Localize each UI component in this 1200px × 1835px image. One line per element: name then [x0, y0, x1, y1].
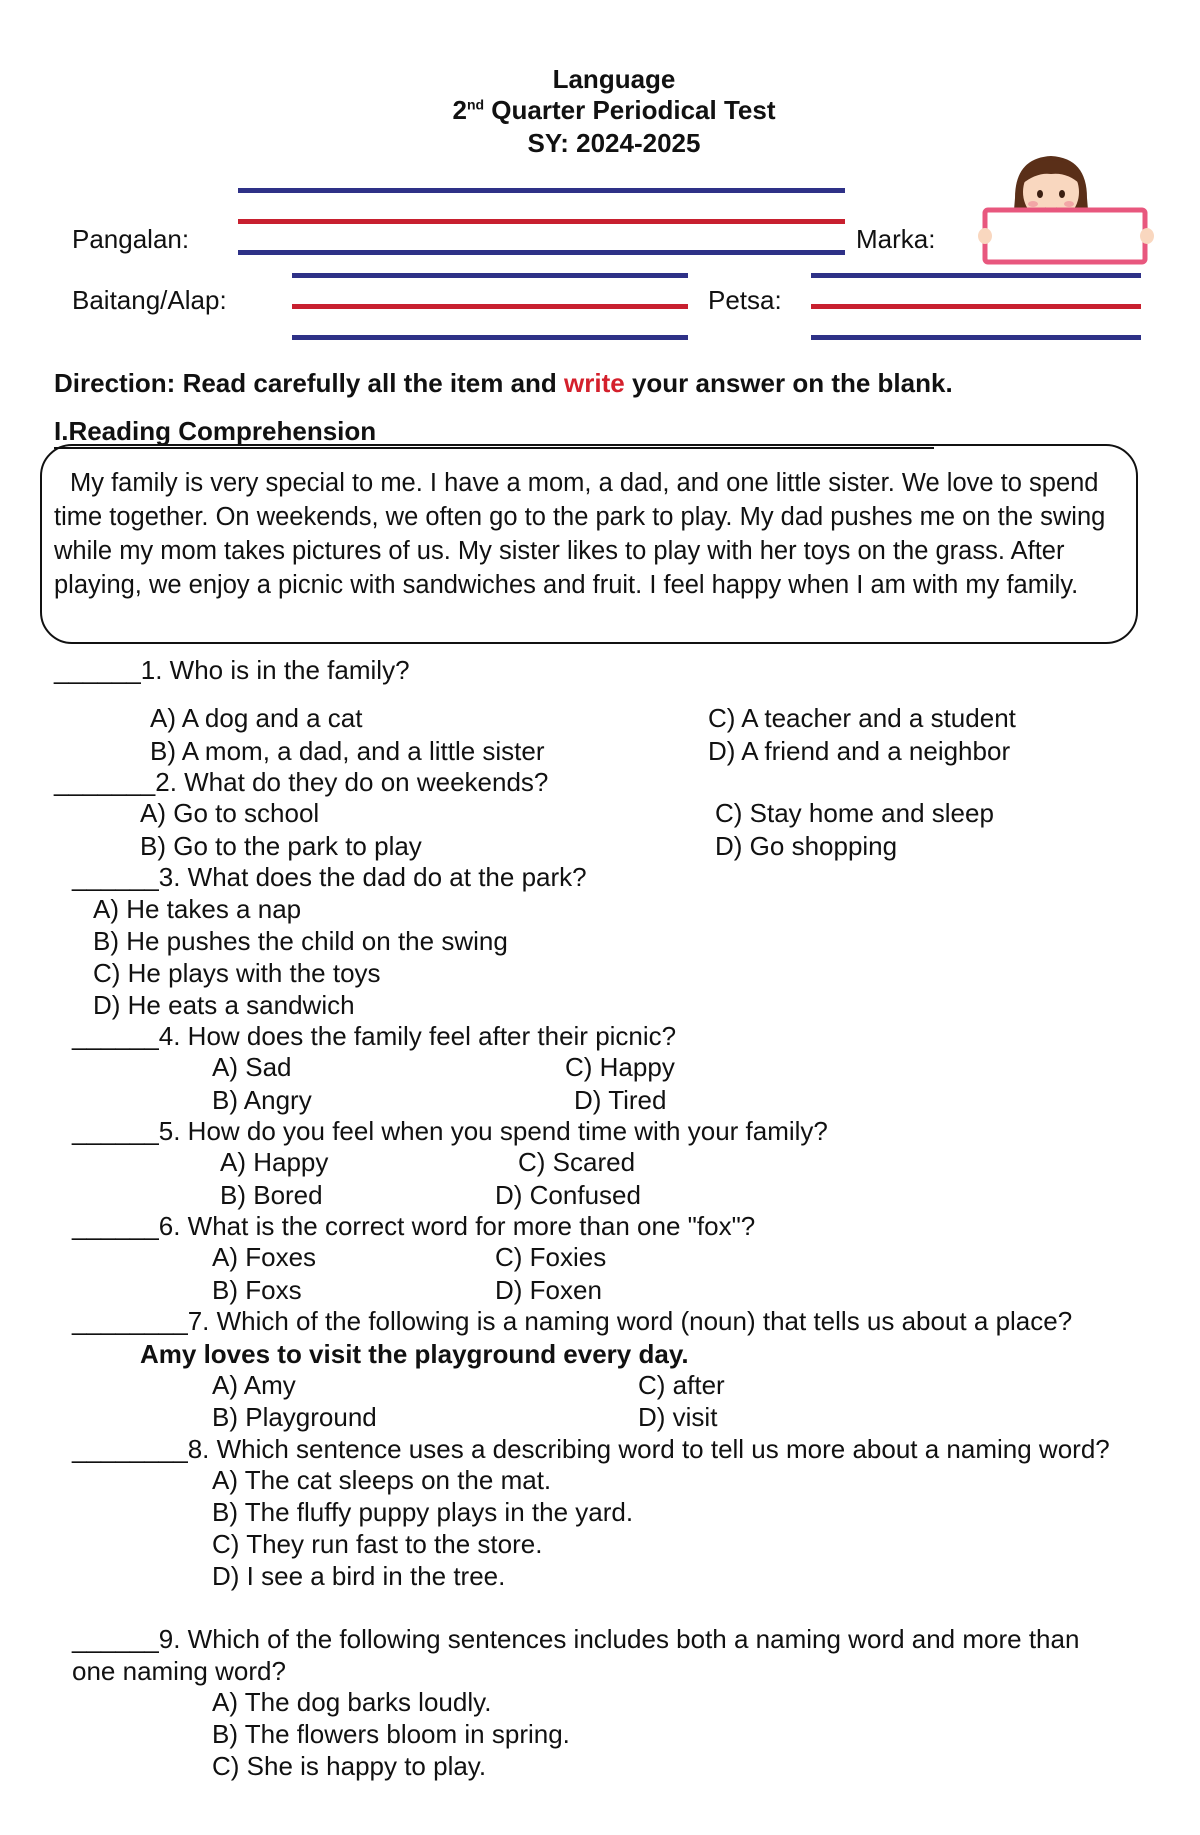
grade-line-middle	[292, 304, 688, 309]
question-3: ______3. What does the dad do at the park?	[72, 862, 587, 892]
girl-holding-sign-icon	[975, 150, 1165, 268]
q6-option-b: B) Foxs	[212, 1275, 302, 1305]
q4-option-c: C) Happy	[565, 1052, 675, 1082]
q2-option-b: B) Go to the park to play	[140, 831, 422, 861]
q4-option-d: D) Tired	[574, 1085, 667, 1115]
q1-option-c: C) A teacher and a student	[708, 703, 1016, 733]
q3-option-b: B) He pushes the child on the swing	[93, 926, 508, 956]
q3-option-d: D) He eats a sandwich	[93, 990, 355, 1020]
grade-line-top	[292, 273, 688, 278]
q2-option-a: A) Go to school	[140, 798, 320, 828]
question-4: ______4. How does the family feel after their picnic?	[72, 1021, 677, 1051]
grade-line-bottom	[292, 335, 688, 340]
date-line-bottom	[811, 335, 1141, 340]
question-2: _______2. What do they do on weekends?	[54, 767, 549, 797]
date-label: Petsa:	[708, 285, 782, 315]
question-1: ______1. Who is in the family?	[54, 655, 410, 685]
question-8: ________8. Which sentence uses a describing word to tell us more about a naming word?	[72, 1434, 1110, 1464]
name-line-top	[238, 188, 845, 193]
q5-option-a: A) Happy	[220, 1147, 329, 1177]
test-subject: Language	[552, 64, 676, 94]
date-line-top	[811, 273, 1141, 278]
q7-option-a: A) Amy	[212, 1370, 296, 1400]
score-label: Marka:	[856, 224, 936, 254]
q9-option-a: A) The dog barks loudly.	[212, 1687, 492, 1717]
q3-option-a: A) He takes a nap	[93, 894, 302, 924]
q1-option-b: B) A mom, a dad, and a little sister	[150, 736, 545, 766]
q2-option-c: C) Stay home and sleep	[715, 798, 994, 828]
q1-option-a: A) A dog and a cat	[150, 703, 363, 733]
name-line-bottom	[238, 250, 845, 255]
q7-option-d: D) visit	[638, 1402, 718, 1432]
question-7: ________7. Which of the following is a naming word (noun) that tells us about a place?	[72, 1306, 1073, 1336]
name-label: Pangalan:	[72, 224, 190, 254]
q2-option-d: D) Go shopping	[715, 831, 898, 861]
grade-label: Baitang/Alap:	[72, 285, 227, 315]
q6-option-c: C) Foxies	[495, 1242, 607, 1272]
q7-option-c: C) after	[638, 1370, 725, 1400]
reading-passage: My family is very special to me. I have a mom, a dad, and one little sister. We love to spend time together. On weekends, we often go to the park to play. My dad pushes me on the swing while my mom takes pictures of us. My sister likes to play with her toys on the grass. After playing, we enjoy a picnic with sandwiches and fruit. I feel happy when I am with my family.	[54, 469, 1106, 599]
q6-option-a: A) Foxes	[212, 1242, 317, 1272]
q8-option-d: D) I see a bird in the tree.	[212, 1561, 506, 1591]
question-9: ______9. Which of the following sentences includes both a naming word and more than	[72, 1624, 1080, 1654]
q4-option-b: B) Angry	[212, 1085, 312, 1115]
date-line-middle	[811, 304, 1141, 309]
q1-option-d: D) A friend and a neighbor	[708, 736, 1011, 766]
question-9-continued: one naming word?	[72, 1656, 286, 1686]
q7-option-b: B) Playground	[212, 1402, 377, 1432]
school-year: SY: 2024-2025	[527, 128, 701, 158]
q7-sentence: Amy loves to visit the playground every day.	[140, 1339, 689, 1369]
name-line-middle	[238, 219, 845, 224]
q4-option-a: A) Sad	[212, 1052, 292, 1082]
section-title: I.Reading Comprehension	[54, 416, 377, 446]
q8-option-b: B) The fluffy puppy plays in the yard.	[212, 1497, 634, 1527]
direction-text: Direction: Read carefully all the item and write your answer on the blank.	[54, 368, 953, 398]
q3-option-c: C) He plays with the toys	[93, 958, 381, 988]
q9-option-c: C) She is happy to play.	[212, 1751, 487, 1781]
question-5: ______5. How do you feel when you spend time with your family?	[72, 1116, 828, 1146]
q8-option-c: C) They run fast to the store.	[212, 1529, 543, 1559]
q5-option-b: B) Bored	[220, 1180, 323, 1210]
question-6: ______6. What is the correct word for more than one "fox"?	[72, 1211, 756, 1241]
q8-option-a: A) The cat sleeps on the mat.	[212, 1465, 552, 1495]
q6-option-d: D) Foxen	[495, 1275, 602, 1305]
q5-option-d: D) Confused	[495, 1180, 641, 1210]
q5-option-c: C) Scared	[518, 1147, 636, 1177]
q9-option-b: B) The flowers bloom in spring.	[212, 1719, 570, 1749]
test-quarter: 2nd Quarter Periodical Test	[452, 95, 776, 125]
